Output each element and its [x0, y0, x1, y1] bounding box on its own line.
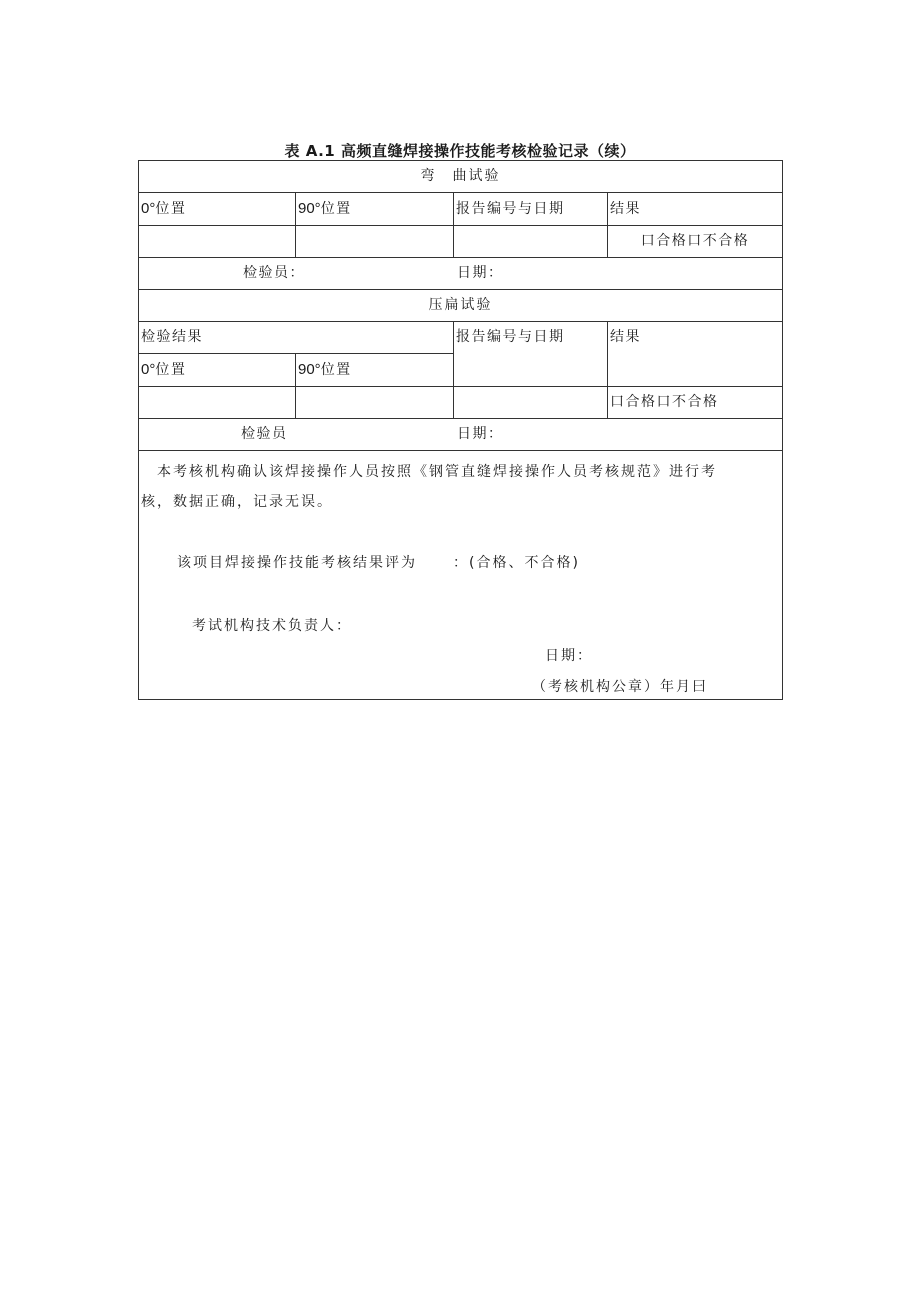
summary-cell: [139, 451, 783, 700]
flatten-0deg-label: [139, 354, 296, 387]
bend-date-label: 日期：: [457, 265, 504, 281]
flatten-result-options[interactable]: 口合格口不合格: [608, 387, 783, 419]
bend-90deg-label: [296, 193, 454, 226]
inspection-record-table: [138, 160, 783, 700]
flatten-90deg-position: 位置: [320, 362, 352, 378]
seal-label: （考核机构公章）年月曰: [532, 679, 708, 695]
bend-report-label: 报告编号与日期: [454, 193, 608, 226]
flatten-90deg-value[interactable]: [296, 387, 454, 419]
bend-0deg-value[interactable]: [139, 226, 296, 258]
flatten-result-label: 结果: [608, 322, 783, 387]
flatten-date-label: 日期：: [457, 426, 504, 442]
bend-result-label: 结果: [608, 193, 783, 226]
flatten-0deg-value[interactable]: [139, 387, 296, 419]
bend-90deg-position: 位置: [320, 201, 352, 217]
flatten-test-title: 压扁试验: [139, 290, 783, 322]
bend-result-options[interactable]: 口合格口不合格: [608, 226, 783, 258]
flatten-inspector-label: 检验员: [241, 426, 288, 442]
flatten-90deg-degree: 90°: [298, 361, 321, 378]
evaluation-options: ：(合格、不合格): [453, 555, 580, 571]
summary-date-label: 日期：: [545, 648, 593, 664]
flatten-report-label: 报告编号与日期: [454, 322, 608, 387]
confirm-statement-line1: 本考核机构确认该焊接操作人员按照《钢管直缝焊接操作人员考核规范》进行考: [157, 464, 717, 480]
bend-0deg-label: [139, 193, 296, 226]
bend-test-title: 弯 曲试验: [139, 161, 783, 193]
tech-leader-label: 考试机构技术负责人：: [192, 618, 352, 634]
bend-sign-row: [139, 258, 783, 290]
evaluation-label: 该项目焊接操作技能考核结果评为: [177, 555, 417, 571]
flatten-report-value[interactable]: [454, 387, 608, 419]
bend-0deg-position: 位置: [155, 201, 187, 217]
flatten-0deg-position: 位置: [155, 362, 187, 378]
flatten-90deg-label: [296, 354, 454, 387]
page-title: 表 A.1 高频直缝焊接操作技能考核检验记录（续）: [284, 142, 636, 160]
confirm-statement-line2: 核，数据正确，记录无误。: [141, 494, 333, 510]
flatten-0deg-degree: 0°: [141, 361, 156, 378]
flatten-sign-row: [139, 419, 783, 451]
bend-report-value[interactable]: [454, 226, 608, 258]
bend-inspector-label: 检验员：: [243, 265, 305, 281]
flatten-inspection-result-label: 检验结果: [139, 322, 454, 354]
bend-0deg-degree: 0°: [141, 200, 156, 217]
bend-90deg-degree: 90°: [298, 200, 321, 217]
bend-90deg-value[interactable]: [296, 226, 454, 258]
